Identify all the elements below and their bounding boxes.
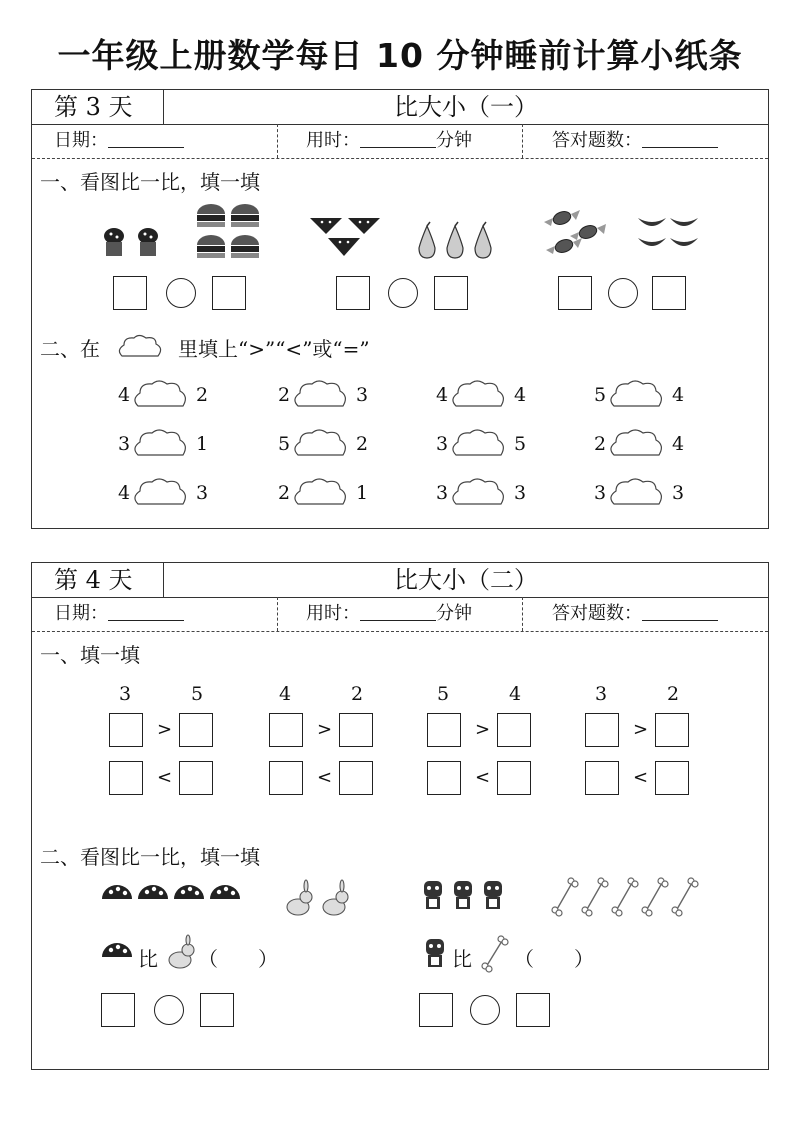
top-number-b: 5 — [191, 683, 204, 705]
top-number-b: 2 — [667, 683, 680, 705]
answer-box[interactable] — [497, 761, 531, 795]
question-1-label: 一、看图比一比，填一填 — [40, 170, 260, 194]
top-number-a: 3 — [595, 683, 608, 705]
answer-paren[interactable]: （ ） — [198, 947, 278, 971]
answer-box[interactable] — [200, 993, 234, 1027]
left-number: 4 — [436, 384, 449, 406]
bone-icon — [552, 879, 702, 915]
compare-circle[interactable] — [608, 278, 638, 308]
answer-box[interactable] — [427, 713, 461, 747]
time-unit: 分钟 — [436, 130, 472, 151]
time-unit: 分钟 — [436, 603, 472, 624]
answer-box[interactable] — [179, 713, 213, 747]
right-number: 1 — [356, 482, 369, 504]
cloud-answer-slot[interactable] — [450, 380, 508, 412]
less-than-sign: < — [633, 767, 649, 788]
right-number: 1 — [196, 433, 209, 455]
bone-icon — [480, 937, 510, 973]
left-number: 2 — [594, 433, 607, 455]
greater-than-sign: > — [317, 719, 333, 740]
left-number: 3 — [436, 433, 449, 455]
answer-box[interactable] — [434, 276, 468, 310]
question-2-suffix: 里填上“>”“<”或“=” — [178, 337, 370, 361]
time-blank[interactable] — [360, 600, 436, 621]
answer-box[interactable] — [419, 993, 453, 1027]
left-number: 3 — [436, 482, 449, 504]
compare-circle[interactable] — [166, 278, 196, 308]
answer-box[interactable] — [497, 713, 531, 747]
less-than-sign: < — [317, 767, 333, 788]
compare-circle[interactable] — [388, 278, 418, 308]
right-number: 4 — [672, 384, 685, 406]
cloud-answer-slot[interactable] — [450, 429, 508, 461]
answer-box[interactable] — [427, 761, 461, 795]
answer-box[interactable] — [585, 713, 619, 747]
answer-box[interactable] — [585, 761, 619, 795]
topic-title: 比大小（一） — [394, 93, 538, 121]
answer-box[interactable] — [179, 761, 213, 795]
cloud-answer-slot[interactable] — [608, 380, 666, 412]
answer-box[interactable] — [652, 276, 686, 310]
top-number-b: 4 — [509, 683, 522, 705]
day3-header — [32, 90, 768, 125]
left-number: 2 — [278, 384, 291, 406]
meta-row — [32, 124, 768, 159]
candy-icon — [542, 208, 610, 260]
date-label: 日期： — [54, 603, 108, 624]
rabbit-icon — [284, 879, 358, 917]
answer-box[interactable] — [212, 276, 246, 310]
cloud-icon — [116, 334, 164, 360]
correct-blank[interactable] — [642, 127, 718, 148]
answer-box[interactable] — [336, 276, 370, 310]
cloud-answer-slot[interactable] — [292, 380, 350, 412]
day-label: 第 4 天 — [32, 563, 164, 597]
greater-than-sign: > — [633, 719, 649, 740]
correct-blank[interactable] — [642, 600, 718, 621]
left-number: 3 — [594, 482, 607, 504]
answer-box[interactable] — [339, 761, 373, 795]
right-number: 4 — [672, 433, 685, 455]
dog-icon — [422, 937, 448, 971]
top-number-a: 3 — [119, 683, 132, 705]
left-number: 5 — [278, 433, 291, 455]
right-number: 3 — [672, 482, 685, 504]
day3-worksheet — [31, 89, 769, 529]
compare-word: 比 — [452, 947, 472, 971]
right-number: 3 — [196, 482, 209, 504]
divider — [522, 597, 523, 631]
less-than-sign: < — [475, 767, 491, 788]
left-number: 3 — [118, 433, 131, 455]
answer-box[interactable] — [655, 713, 689, 747]
correct-field[interactable] — [552, 597, 718, 631]
correct-label: 答对题数： — [552, 130, 642, 151]
mushroom-icon — [100, 881, 244, 903]
right-number: 2 — [356, 433, 369, 455]
correct-label: 答对题数： — [552, 603, 642, 624]
left-number: 4 — [118, 482, 131, 504]
page-title: 一年级上册数学每日 10 分钟睡前计算小纸条 — [57, 36, 743, 75]
cloud-answer-slot[interactable] — [292, 429, 350, 461]
date-blank[interactable] — [108, 600, 184, 621]
right-number: 3 — [514, 482, 527, 504]
cloud-answer-slot[interactable] — [450, 478, 508, 510]
right-number: 2 — [196, 384, 209, 406]
time-blank[interactable] — [360, 127, 436, 148]
answer-box[interactable] — [269, 761, 303, 795]
greater-than-sign: > — [475, 719, 491, 740]
right-number: 3 — [356, 384, 369, 406]
less-than-sign: < — [157, 767, 173, 788]
divider — [277, 597, 278, 631]
compare-circle[interactable] — [470, 995, 500, 1025]
date-label: 日期： — [54, 130, 108, 151]
cloud-answer-slot[interactable] — [132, 380, 190, 412]
cloud-answer-slot[interactable] — [292, 478, 350, 510]
divider — [522, 124, 523, 158]
banana-icon — [636, 210, 700, 260]
day4-header — [32, 563, 768, 598]
question-2-label: 二、看图比一比，填一填 — [40, 845, 260, 869]
right-number: 4 — [514, 384, 527, 406]
correct-field[interactable] — [552, 124, 718, 158]
greater-than-sign: > — [157, 719, 173, 740]
compare-word: 比 — [138, 947, 158, 971]
left-number: 4 — [118, 384, 131, 406]
pear-icon — [414, 220, 498, 260]
right-number: 5 — [514, 433, 527, 455]
top-number-b: 2 — [351, 683, 364, 705]
answer-paren[interactable]: （ ） — [514, 947, 594, 971]
date-field[interactable] — [54, 124, 184, 158]
question-1-label: 一、填一填 — [40, 643, 140, 667]
cloud-answer-slot[interactable] — [608, 478, 666, 510]
answer-box[interactable] — [516, 993, 550, 1027]
topic-title: 比大小（二） — [394, 566, 538, 594]
date-field[interactable] — [54, 597, 184, 631]
divider — [277, 124, 278, 158]
day4-worksheet — [31, 562, 769, 1070]
answer-box[interactable] — [269, 713, 303, 747]
cupcake-icon — [100, 226, 166, 262]
cloud-answer-slot[interactable] — [132, 429, 190, 461]
answer-box[interactable] — [109, 761, 143, 795]
mushroom-icon — [100, 941, 134, 959]
watermelon-icon — [308, 214, 384, 260]
answer-box[interactable] — [101, 993, 135, 1027]
compare-circle[interactable] — [154, 995, 184, 1025]
answer-box[interactable] — [339, 713, 373, 747]
time-field[interactable] — [306, 597, 472, 631]
left-number: 5 — [594, 384, 607, 406]
rabbit-icon — [166, 935, 198, 969]
cloud-answer-slot[interactable] — [608, 429, 666, 461]
burger-icon — [194, 201, 262, 263]
top-number-a: 4 — [279, 683, 292, 705]
left-number: 2 — [278, 482, 291, 504]
top-number-a: 5 — [437, 683, 450, 705]
day-label: 第 3 天 — [32, 90, 164, 124]
date-blank[interactable] — [108, 127, 184, 148]
time-label: 用时： — [306, 603, 360, 624]
cloud-answer-slot[interactable] — [132, 478, 190, 510]
meta-row — [32, 597, 768, 632]
time-label: 用时： — [306, 130, 360, 151]
question-2-prefix: 二、在 — [40, 337, 100, 361]
answer-box[interactable] — [558, 276, 592, 310]
answer-box[interactable] — [113, 276, 147, 310]
dog-icon — [420, 877, 510, 915]
answer-box[interactable] — [655, 761, 689, 795]
time-field[interactable] — [306, 124, 472, 158]
answer-box[interactable] — [109, 713, 143, 747]
